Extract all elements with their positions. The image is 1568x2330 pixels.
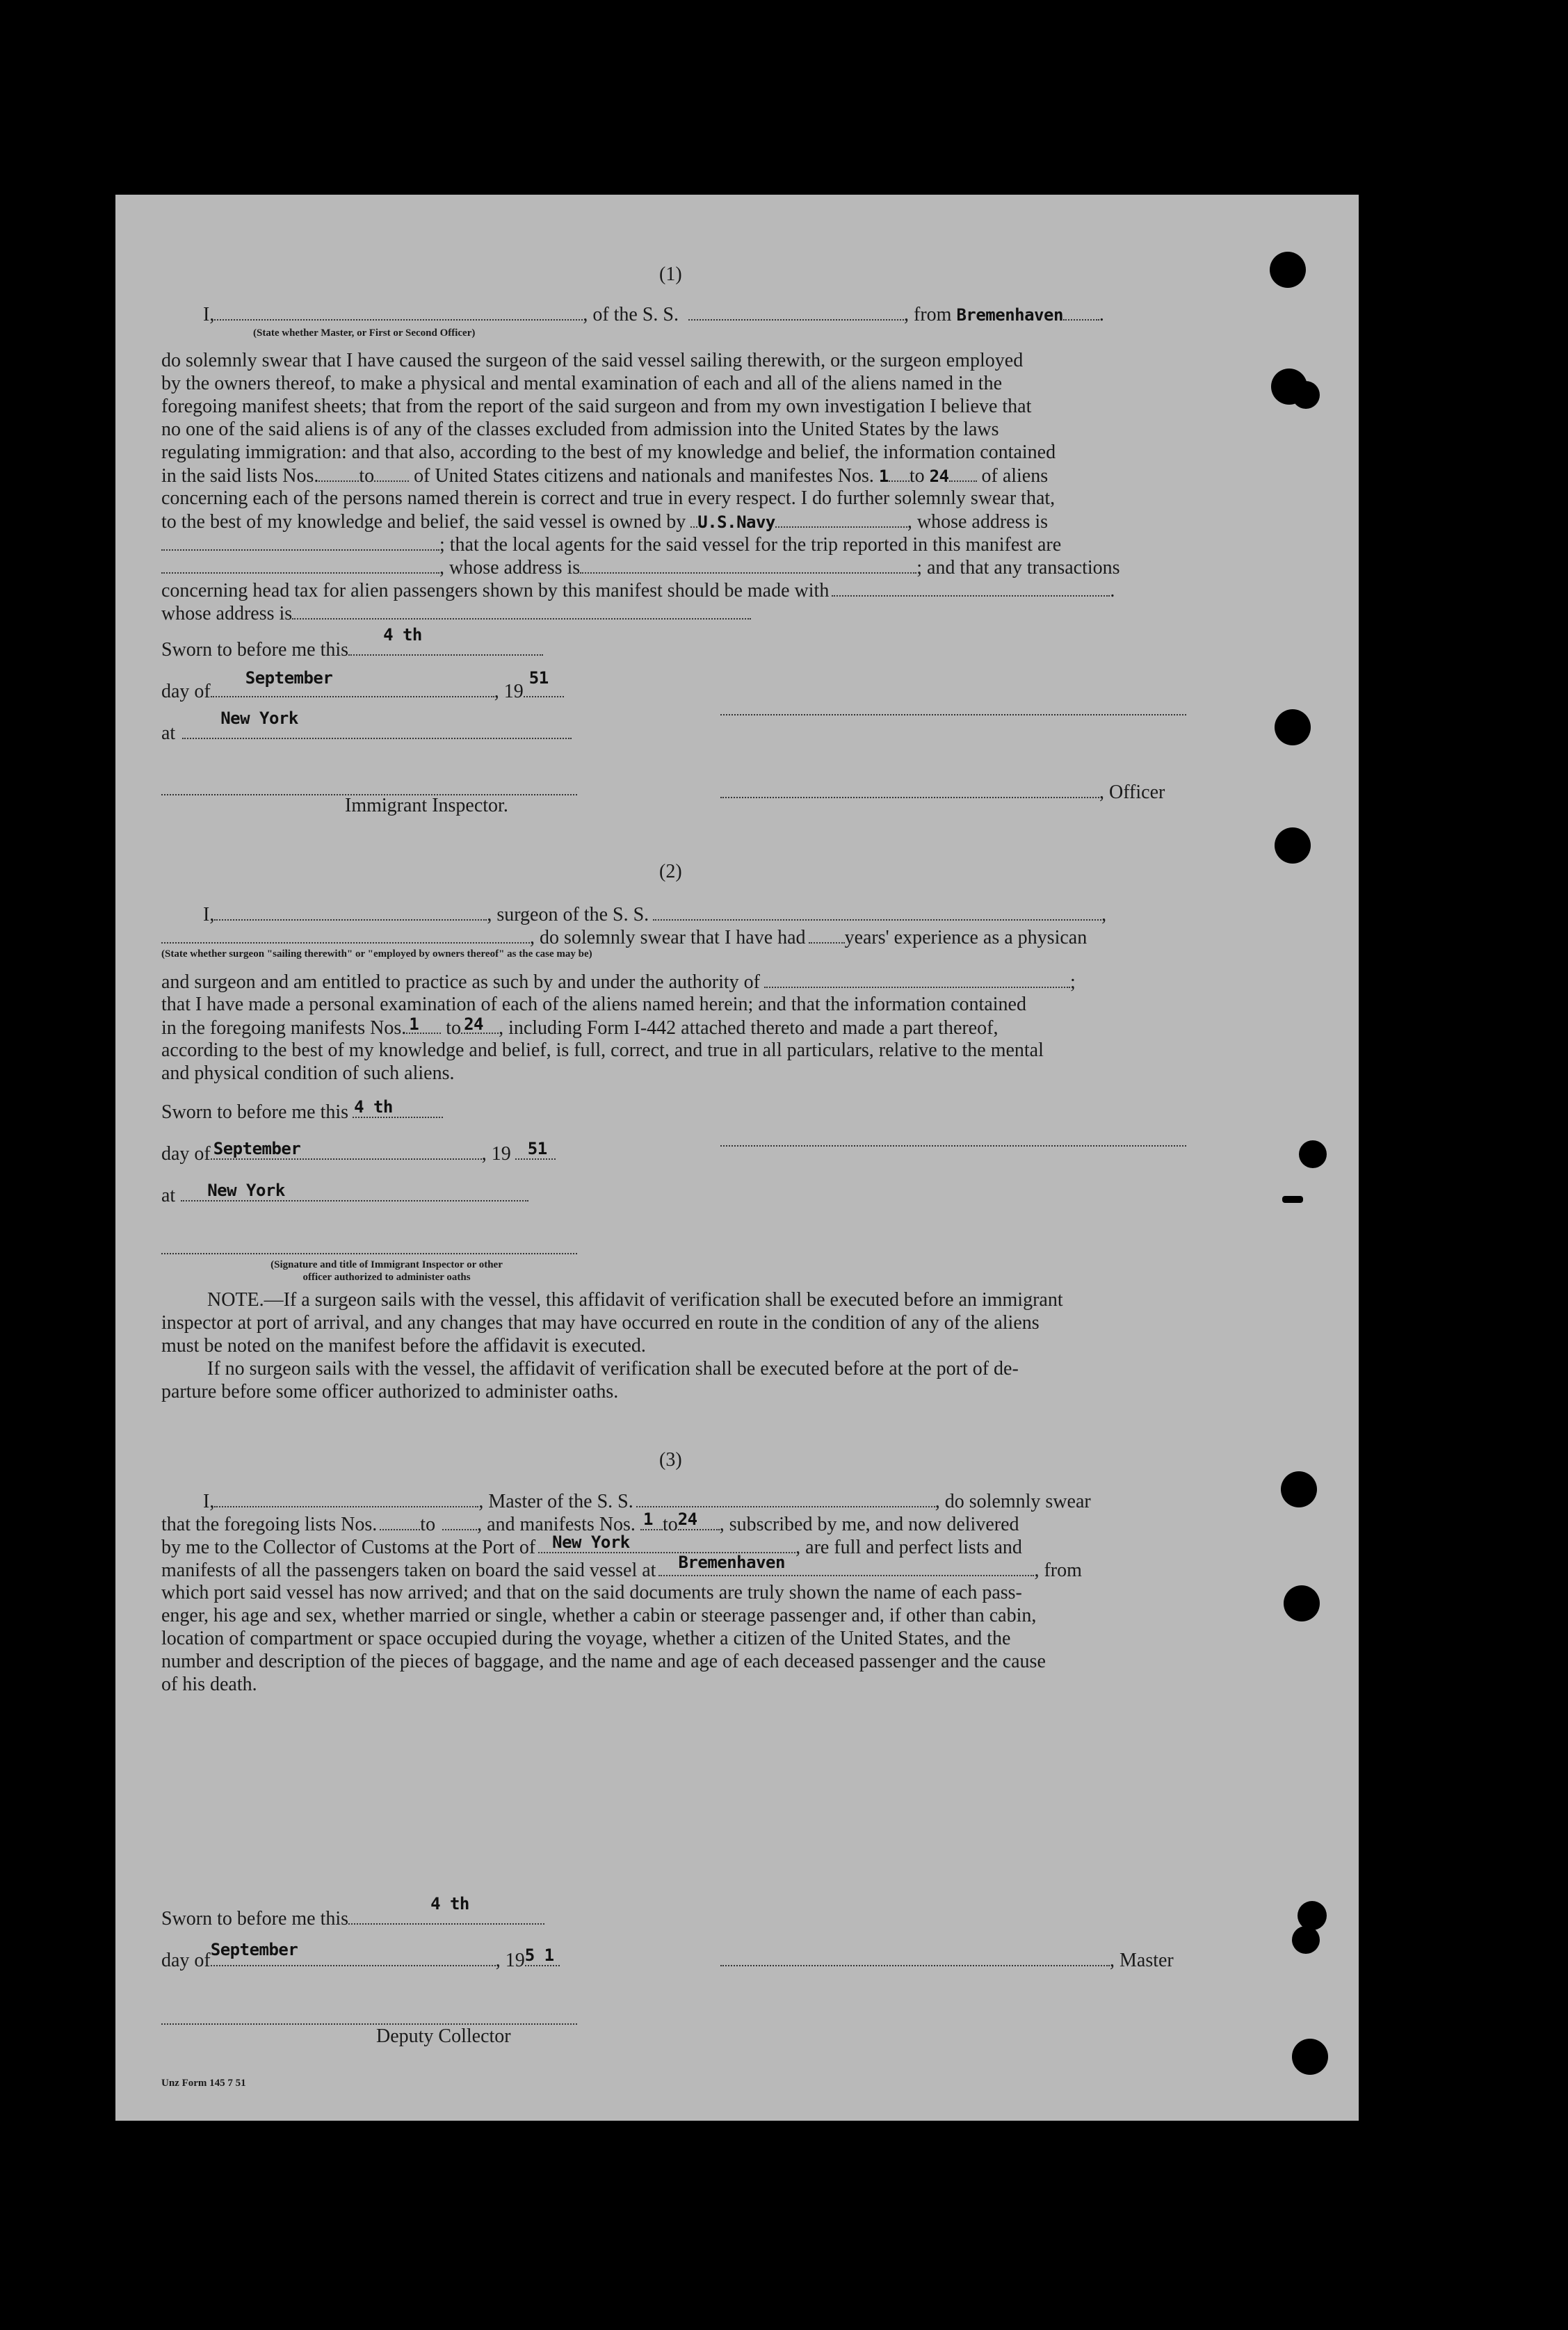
text: ; that the local agents for the said vessel for the trip reported in this manifest are	[439, 534, 1062, 556]
binding-hole	[1299, 1140, 1327, 1168]
binding-hole	[1292, 2039, 1328, 2075]
section-1-line-7: concerning each of the persons named therein is correct and true in every respect. I do further solemnly swear that,	[161, 487, 1056, 509]
text: I,	[203, 904, 215, 925]
section-2-line-7: and physical condition of such aliens.	[161, 1062, 455, 1084]
state-whether-note: (State whether Master, or First or Second Officer)	[253, 327, 476, 339]
binding-hole	[1292, 1926, 1320, 1954]
text: day of	[161, 681, 211, 702]
binding-hole	[1284, 1585, 1320, 1621]
text: to the best of my knowledge and belief, the said vessel is owned by	[161, 511, 686, 533]
section-2-line-2	[161, 925, 1087, 949]
section-3-day-of	[161, 1940, 560, 1972]
section-1-line-9	[161, 533, 1061, 556]
text: to	[359, 465, 375, 487]
text: Sworn to before me this	[161, 639, 349, 661]
text: , of the S. S.	[583, 304, 679, 325]
month-value: September	[245, 668, 333, 688]
text: , from	[1034, 1560, 1082, 1581]
text: day of	[161, 1143, 211, 1165]
text: years' experience as a physican	[844, 927, 1088, 948]
section-3-number: (3)	[659, 1449, 682, 1471]
month-value: September	[213, 1139, 301, 1158]
paragraph-line: parture before some officer authorized to administer oaths.	[161, 1381, 619, 1402]
paragraph-line: by the owners thereof, to make a physical and mental examination of each and all of the aliens named in the	[161, 373, 1003, 394]
binding-hole	[1275, 827, 1311, 864]
text: to	[446, 1017, 462, 1039]
master-line	[720, 1948, 1174, 1972]
text: I,	[203, 304, 215, 325]
sworn-day-value: 4 th	[383, 625, 422, 645]
text: , from	[904, 304, 952, 325]
paragraph-line: of his death.	[161, 1674, 257, 1695]
paragraph-line: If no surgeon sails with the vessel, the affidavit of verification shall be executed before at the port of de-	[207, 1358, 1019, 1380]
text: Sworn to before me this	[161, 1908, 349, 1929]
paragraph-line: foregoing manifest sheets; that from the report of the said surgeon and from my own investigation I believe that	[161, 396, 1032, 417]
from-port-value: Bremenhaven	[956, 305, 1063, 325]
sworn-day-value: 4 th	[354, 1097, 393, 1117]
section-2-number: (2)	[659, 861, 682, 882]
section-2-at	[161, 1183, 528, 1207]
section-2-line-3: and surgeon and am entitled to practice as such by and under the authority of ;	[161, 971, 1076, 993]
binding-hole	[1292, 381, 1320, 409]
text: to	[420, 1514, 436, 1535]
paragraph-line: do solemnly swear that I have caused the surgeon of the said vessel sailing therewith, or the surgeon employed	[161, 350, 1024, 371]
paragraph-line: no one of the said aliens is of any of the classes excluded from admission into the United States by the laws	[161, 419, 999, 440]
officer-signature-line-1	[720, 713, 1186, 715]
section-1-day-of	[161, 668, 564, 703]
text: in the foregoing manifests Nos.	[161, 1017, 407, 1039]
section-2-day-of	[161, 1139, 556, 1165]
text: , including Form I-442 attached thereto and made a part thereof,	[499, 1017, 999, 1039]
text: , are full and perfect lists and	[795, 1537, 1022, 1558]
text: day of	[161, 1950, 211, 1971]
text: to	[909, 465, 925, 487]
text: , 19	[495, 1950, 525, 1971]
officer-label: , Officer	[1099, 782, 1165, 803]
text: at	[161, 722, 176, 744]
text: (Signature and title of Immigrant Inspector or other	[270, 1259, 503, 1270]
signature-title-note	[199, 1259, 574, 1284]
text: , whose address is	[439, 557, 581, 579]
text: concerning head tax for alien passengers shown by this manifest should be made with	[161, 580, 830, 601]
section-1-line-12	[161, 601, 751, 625]
text: , whose address is	[907, 511, 1049, 533]
section-3-paragraph	[161, 1581, 1300, 1696]
manifest-to-value: 24	[929, 467, 949, 486]
paragraph-line: regulating immigration: and that also, according to the best of my knowledge and belief, the information contained	[161, 442, 1056, 463]
paragraph-line: location of compartment or space occupied during the voyage, whether a citizen of the United States, and the	[161, 1628, 1011, 1649]
section-3-line-3	[161, 1532, 1022, 1559]
paragraph-line: number and description of the pieces of baggage, and the name and age of each deceased passenger and the cause	[161, 1651, 1046, 1672]
section-1-line-6	[161, 464, 1048, 488]
paragraph-line: must be noted on the manifest before the affidavit is executed.	[161, 1335, 646, 1357]
text: , surgeon of the S. S.	[487, 904, 649, 925]
section-1-line-11: concerning head tax for alien passengers shown by this manifest should be made with .	[161, 580, 1115, 601]
year-value: 5 1	[524, 1945, 554, 1965]
month-value: September	[210, 1940, 298, 1959]
section-1-line-8	[161, 510, 1048, 534]
text: ; and that any transactions	[916, 557, 1120, 579]
section-2-sworn	[161, 1097, 443, 1124]
paragraph-line: enger, his age and sex, whether married or single, whether a cabin or steerage passenger and, if other than cabin,	[161, 1605, 1037, 1626]
text: , do solemnly swear	[935, 1491, 1091, 1512]
section-1-at	[161, 709, 572, 745]
deputy-signature-line	[161, 2022, 577, 2025]
binding-hole	[1270, 252, 1306, 288]
text: officer authorized to administer oaths	[302, 1272, 471, 1283]
section-1-number: (1)	[659, 264, 682, 285]
board-port-value: Bremenhaven	[678, 1553, 785, 1572]
text: , do solemnly swear that I have had	[530, 927, 806, 948]
text: , Master of the S. S.	[478, 1491, 633, 1512]
master-label: , Master	[1110, 1950, 1174, 1971]
form-page	[115, 195, 1359, 2121]
paragraph-line: which port said vessel has now arrived; and that on the said documents are truly shown the name of each pass-	[161, 1582, 1022, 1603]
surgeon-signature-line	[720, 1144, 1186, 1147]
text: , 19	[481, 1143, 511, 1165]
inspector-signature-line	[161, 1252, 577, 1254]
binding-hole	[1275, 709, 1311, 745]
paragraph-line: inspector at port of arrival, and any changes that may have occurred en route in the condition of any of the aliens	[161, 1312, 1040, 1334]
text: to	[662, 1514, 678, 1535]
text: Sworn to before me this	[161, 1101, 349, 1123]
text: whose address is	[161, 603, 293, 624]
section-2-line-4: that I have made a personal examination of each of the aliens named herein; and that the information contained	[161, 994, 1026, 1015]
note-paragraph-2	[161, 1357, 1300, 1403]
text: in the said lists Nos.	[161, 465, 319, 487]
owner-value: U.S.Navy	[697, 512, 775, 532]
place-value: New York	[207, 1181, 285, 1200]
officer-line	[720, 780, 1165, 804]
section-2-line-6: according to the best of my knowledge and belief, is full, correct, and true in all particulars, relative to the mental	[161, 1039, 1044, 1061]
text: , subscribed by me, and now delivered	[719, 1514, 1019, 1535]
section-1-line-1: I, , of the S. S. , from Bremenhaven .	[203, 304, 1104, 325]
year-value: 51	[528, 668, 549, 688]
text: of aliens	[981, 465, 1049, 487]
immigrant-inspector-label: Immigrant Inspector.	[345, 795, 508, 816]
text: and surgeon and am entitled to practice as such by and under the authority of	[161, 971, 760, 993]
surgeon-state-note: (State whether surgeon "sailing therewith" or "employed by owners thereof" as the case may be)	[161, 948, 592, 960]
text: that the foregoing lists Nos.	[161, 1514, 378, 1535]
manifest-to-value: 24	[677, 1510, 697, 1529]
manifest-from-value: 1	[409, 1014, 419, 1034]
text: at	[161, 1185, 176, 1206]
text: of United States citizens and nationals and manifestes Nos.	[414, 465, 874, 487]
section-3-sworn	[161, 1894, 544, 1930]
paragraph-line: NOTE.—If a surgeon sails with the vessel, this affidavit of verification shall be executed before an immigrant	[207, 1289, 1063, 1311]
binding-hole	[1281, 1471, 1317, 1507]
year-value: 51	[527, 1139, 547, 1158]
binding-mark	[1282, 1196, 1303, 1203]
text: I,	[203, 1491, 215, 1512]
section-2-line-1: I, , surgeon of the S. S. ,	[203, 904, 1107, 925]
section-2-line-5	[161, 1016, 998, 1039]
manifest-from-value: 1	[642, 1510, 653, 1529]
place-value: New York	[220, 709, 298, 728]
section-1-sworn	[161, 625, 543, 661]
text: by me to the Collector of Customs at the Port of	[161, 1537, 536, 1558]
deputy-collector-label: Deputy Collector	[376, 2025, 511, 2047]
manifest-to-value: 24	[464, 1014, 483, 1034]
text: manifests of all the passengers taken on board the said vessel at	[161, 1560, 656, 1581]
section-3-line-4	[161, 1553, 1082, 1582]
text: , 19	[494, 681, 524, 702]
port-value: New York	[552, 1532, 630, 1552]
section-1-paragraph	[161, 349, 1300, 464]
note-paragraph-1	[161, 1288, 1300, 1357]
sworn-day-value: 4 th	[430, 1894, 469, 1914]
form-number: Unz Form 145 7 51	[161, 2078, 246, 2089]
manifest-from-value: 1	[878, 467, 889, 486]
section-1-line-10	[161, 556, 1120, 579]
text: , and manifests Nos.	[477, 1514, 636, 1535]
